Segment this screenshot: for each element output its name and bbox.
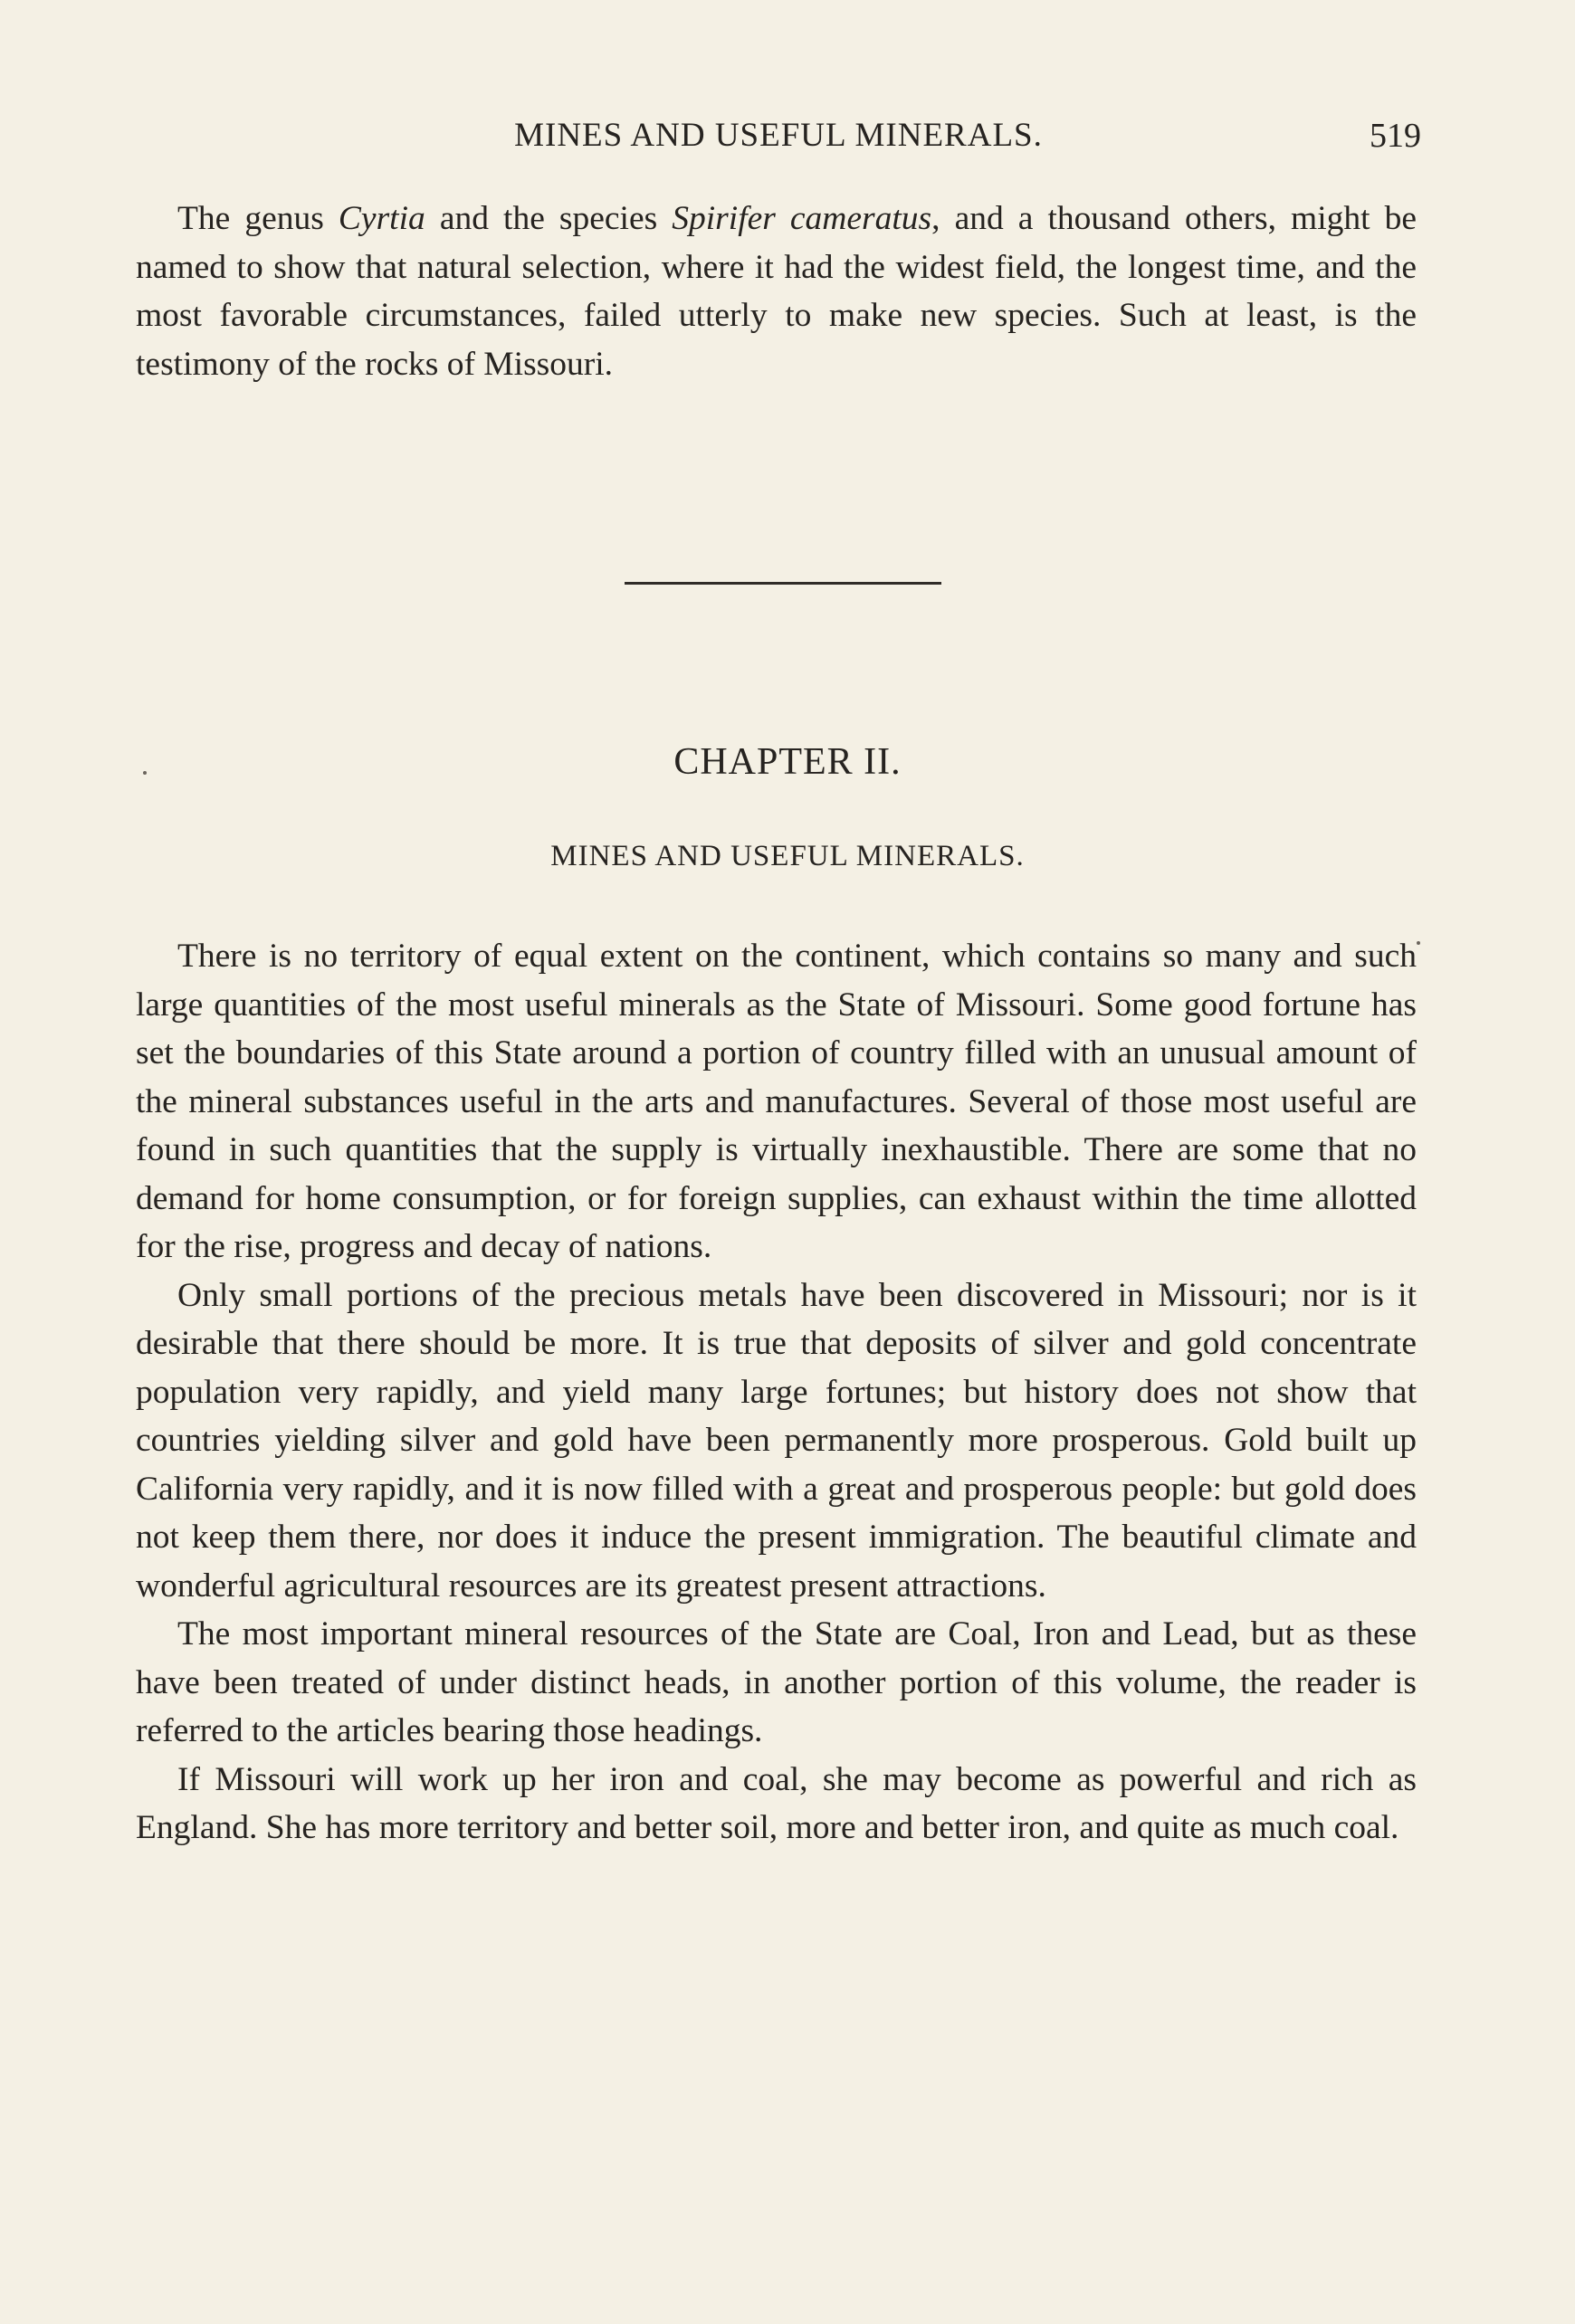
chapter-body <box>136 932 1417 1853</box>
running-head <box>136 116 1421 161</box>
running-title: MINES AND USEFUL MINERALS. <box>514 117 1043 154</box>
body-paragraph: There is no territory of equal extent on the continent, which contains so many and such large quantities of the most useful minerals as the State of Missouri. Some good fortune has set the boundaries of this State around a portion of country filled with an unusual amount of the mineral substances useful in the arts and manufactures. Several of those most useful are found in such quantities that the supply is virtually inexhaustible. There are some that no demand for home consumption, or for foreign supplies, can exhaust within the time allotted for the rise, progress and decay of nations. <box>136 938 1417 1265</box>
intro-text-middle: and the species <box>425 200 673 237</box>
section-divider <box>625 582 941 585</box>
intro-paragraph <box>136 195 1417 388</box>
intro-section <box>136 195 1417 388</box>
body-paragraph: The most important mineral resources of the State are Coal, Iron and Lead, but as these have been treated of under distinct heads, in another portion of this volume, the reader is referred to the articles bearing those headings. <box>136 1615 1417 1749</box>
page-number: 519 <box>1370 117 1421 155</box>
body-paragraph: If Missouri will work up her iron and coal, she may become as powerful and rich as England. She has more territory and better soil, more and better iron, and quite as much coal. <box>136 1760 1417 1846</box>
intro-text-end: , and a thousand others, might be named to show that natural selection, where it had the widest field, the longest time, and the most favorable circumstances, failed utterly to make new species. Such at least, is the testimony of the rocks of Missouri. <box>136 200 1417 383</box>
intro-text-start: The genus <box>177 200 339 237</box>
body-paragraph: Only small portions of the precious metals have been discovered in Missouri; nor is it desirable that there should be more. It is true that deposits of silver and gold concentrate population very rapidly, and yield many large fortunes; but history does not show that countries yielding silver and gold have been permanently more prosperous. Gold built up California very rapidly, and it is now filled with a great and prosperous people: but gold does not keep them there, nor does it induce the present immigration. The beautiful climate and wonderful agricultural resources are its greatest present attractions. <box>136 1276 1417 1605</box>
chapter-subtitle: MINES AND USEFUL MINERALS. <box>550 840 1025 872</box>
paper-speck <box>1417 941 1420 945</box>
genus-name: Cyrtia <box>338 200 425 237</box>
chapter-title: CHAPTER II. <box>673 741 902 783</box>
paper-speck <box>143 771 147 775</box>
species-name: Spirifer cameratus <box>672 200 932 237</box>
